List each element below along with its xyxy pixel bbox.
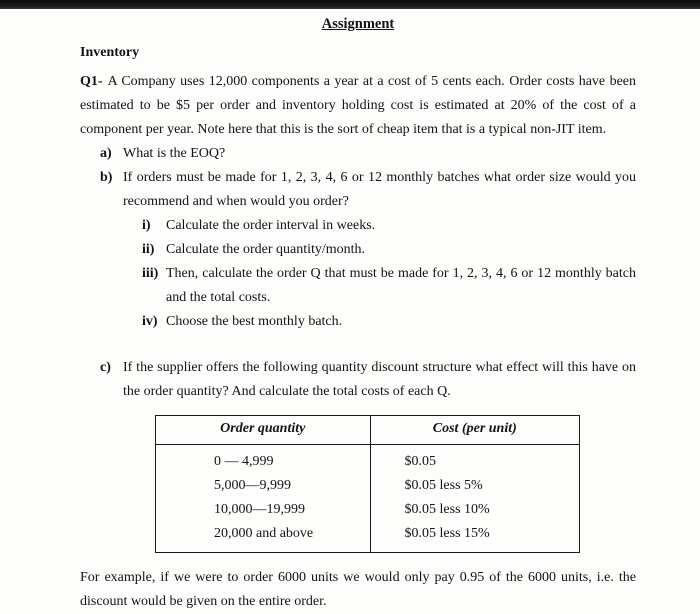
question-1-parts-list bbox=[100, 142, 636, 404]
header-order-quantity: Order quantity bbox=[156, 416, 371, 445]
sublist-item-iv-label: iv) bbox=[142, 314, 158, 329]
sublist-item-ii bbox=[142, 238, 636, 262]
sublist-item-i bbox=[142, 214, 636, 238]
cell-unit-cost: $0.05 less 10% bbox=[370, 498, 579, 522]
discount-table-body bbox=[156, 445, 580, 553]
list-item-b bbox=[100, 166, 636, 214]
cell-quantity-range: 0 — 4,999 bbox=[214, 454, 274, 469]
page-title bbox=[80, 16, 636, 33]
question-1-label: Q1- bbox=[80, 74, 103, 89]
sublist-item-iii-text: Then, calculate the order Q that must be made for 1, 2, 3, 4, 6 or 12 monthly batch and the total costs. bbox=[166, 266, 636, 305]
list-item-b-label: b) bbox=[100, 170, 113, 185]
document-page bbox=[0, 9, 700, 614]
list-item-a-label: a) bbox=[100, 146, 112, 161]
question-1-paragraph bbox=[80, 70, 636, 142]
sublist-item-i-label: i) bbox=[142, 218, 151, 233]
cell-unit-cost: $0.05 bbox=[370, 445, 579, 475]
list-item-c-text: If the supplier offers the following quantity discount structure what effect will this have on the order quantity? And calculate the total costs of each Q. bbox=[123, 360, 636, 399]
sublist-item-i-text: Calculate the order interval in weeks. bbox=[166, 218, 376, 233]
list-item-c-label: c) bbox=[100, 360, 111, 375]
cell-unit-cost: $0.05 less 5% bbox=[370, 474, 579, 498]
cell-quantity-range: 10,000—19,999 bbox=[214, 502, 305, 517]
table-row bbox=[156, 474, 580, 498]
discount-table-header bbox=[156, 416, 580, 445]
list-item-c bbox=[100, 356, 636, 404]
page-title-text: Assignment bbox=[321, 16, 395, 32]
list-item-a bbox=[100, 142, 636, 166]
part-b-sublist bbox=[142, 214, 636, 334]
sublist-item-ii-label: ii) bbox=[142, 242, 155, 257]
sublist-item-iv-text: Choose the best monthly batch. bbox=[166, 314, 343, 329]
list-item-a-text: What is the EOQ? bbox=[123, 146, 226, 161]
sublist-item-iii bbox=[142, 262, 636, 310]
sublist-item-iv bbox=[142, 310, 636, 334]
sublist-item-iii-label: iii) bbox=[142, 266, 159, 281]
scan-top-bar bbox=[0, 0, 700, 9]
header-cost-per-unit: Cost (per unit) bbox=[370, 416, 579, 445]
sublist-item-ii-text: Calculate the order quantity/month. bbox=[166, 242, 366, 257]
question-1-text: A Company uses 12,000 components a year at a cost of 5 cents each. Order costs have been estimated to be $5 per order and inventory holding cost is estimated at 20% of the cost of a component per year. Note here that this is the sort of cheap item that is a typical non-JIT item. bbox=[80, 74, 636, 137]
quantity-discount-table bbox=[155, 415, 580, 553]
table-header-row bbox=[156, 416, 580, 445]
table-row bbox=[156, 498, 580, 522]
cell-unit-cost: $0.05 less 15% bbox=[370, 522, 579, 553]
example-note-paragraph: For example, if we were to order 6000 units we would only pay 0.95 of the 6000 units, i.e. the discount would be given on the entire order. bbox=[80, 570, 636, 609]
section-heading-inventory: Inventory bbox=[80, 45, 140, 60]
cell-quantity-range: 5,000—9,999 bbox=[214, 478, 291, 493]
list-item-b-text: If orders must be made for 1, 2, 3, 4, 6 or 12 monthly batches what order size would you recommend and when would you order? bbox=[123, 170, 636, 209]
table-row bbox=[156, 522, 580, 553]
table-row bbox=[156, 445, 580, 475]
cell-quantity-range: 20,000 and above bbox=[214, 526, 314, 541]
